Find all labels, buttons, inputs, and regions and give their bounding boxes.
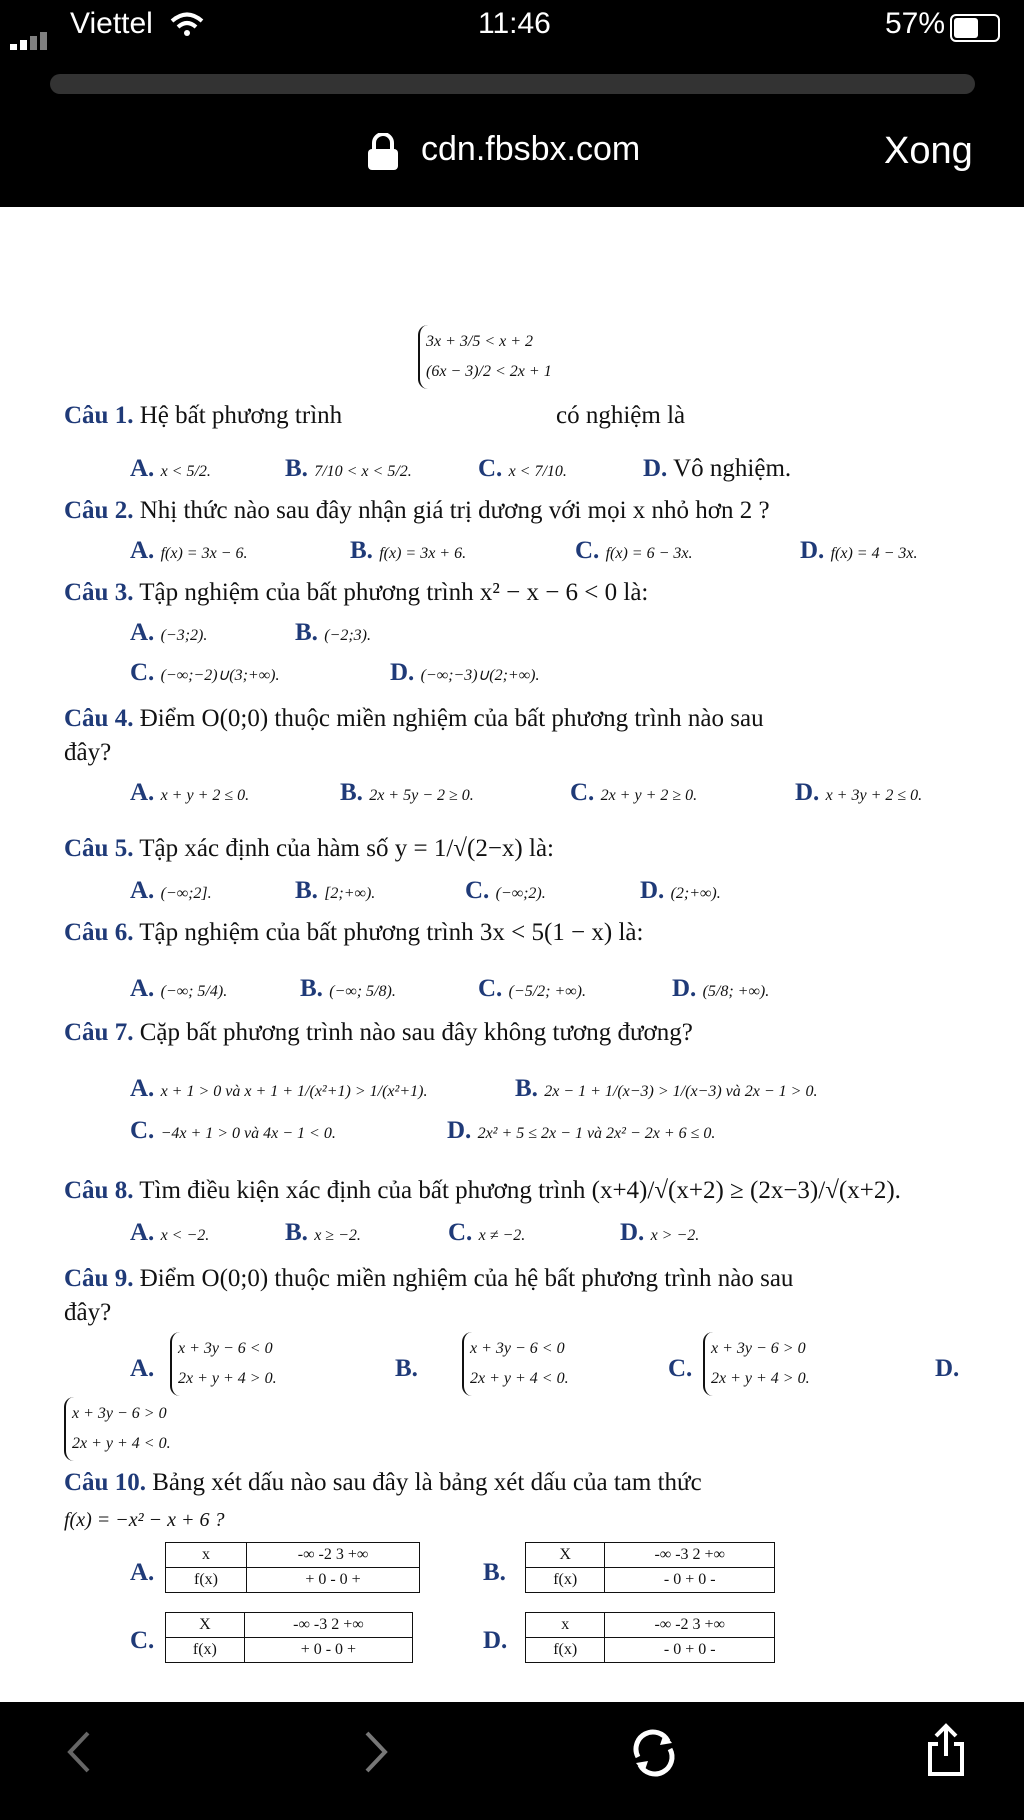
table-cell: f(x) xyxy=(166,1638,245,1663)
q3-option-c[interactable]: C. (−∞;−2)∪(3;+∞). xyxy=(130,659,280,686)
q6-option-c[interactable]: C. (−5/2; +∞). xyxy=(478,975,586,1002)
sign-table-d xyxy=(525,1612,775,1663)
q7-option-b[interactable]: B. 2x − 1 + 1/(x−3) > 1/(x−3) và 2x − 1 > 0. xyxy=(515,1075,818,1102)
q2-option-a[interactable]: A. f(x) = 3x − 6. xyxy=(130,537,248,564)
q9-option-c[interactable]: C. xyxy=(668,1355,693,1382)
q1-option-c[interactable]: C. x < 7/10. xyxy=(478,455,567,482)
q1-option-b[interactable]: B. 7/10 < x < 5/2. xyxy=(285,455,412,482)
question-10: Câu 10. Bảng xét dấu nào sau đây là bảng xét dấu của tam thức xyxy=(64,1469,702,1496)
q10-option-a[interactable]: A. xyxy=(130,1559,155,1586)
q1-option-d[interactable]: D. Vô nghiệm. xyxy=(643,455,792,482)
wifi-icon xyxy=(170,12,204,38)
table-cell: -∞ -2 3 +∞ xyxy=(247,1543,420,1568)
sign-table-c xyxy=(165,1612,413,1663)
sign-table-a xyxy=(165,1542,420,1593)
refresh-icon[interactable] xyxy=(628,1727,680,1779)
table-cell: f(x) xyxy=(526,1638,605,1663)
table-cell: -∞ -2 3 +∞ xyxy=(605,1613,775,1638)
q7-option-a[interactable]: A. x + 1 > 0 và x + 1 + 1/(x²+1) > 1/(x²+1). xyxy=(130,1075,428,1102)
q9-system-b: x + 3y − 6 < 0 2x + y + 4 < 0. xyxy=(462,1332,575,1396)
q7-option-c[interactable]: C. −4x + 1 > 0 và 4x − 1 < 0. xyxy=(130,1117,336,1144)
q8-option-d[interactable]: D. x > −2. xyxy=(620,1219,700,1246)
done-button[interactable]: Xong xyxy=(884,130,973,172)
q1-tail: có nghiệm là xyxy=(556,402,686,429)
question-5: Câu 5. Tập xác định của hàm số y = 1/√(2−x) là: xyxy=(64,835,554,862)
browser-toolbar xyxy=(0,50,1024,207)
q3-option-d[interactable]: D. (−∞;−3)∪(2;+∞). xyxy=(390,659,540,686)
q5-option-b[interactable]: B. [2;+∞). xyxy=(295,877,376,904)
q8-option-b[interactable]: B. x ≥ −2. xyxy=(285,1219,361,1246)
q6-option-a[interactable]: A. (−∞; 5/4). xyxy=(130,975,228,1002)
browser-bottom-bar xyxy=(0,1702,1024,1820)
progress-bar xyxy=(50,74,975,94)
battery-icon xyxy=(950,14,1000,42)
sign-table-b xyxy=(525,1542,775,1593)
table-cell: X xyxy=(166,1613,245,1638)
q3-option-a[interactable]: A. (−3;2). xyxy=(130,619,208,646)
back-icon[interactable] xyxy=(60,1727,100,1777)
q8-option-a[interactable]: A. x < −2. xyxy=(130,1219,210,1246)
table-cell: - 0 + 0 - xyxy=(605,1638,775,1663)
share-icon[interactable] xyxy=(924,1722,968,1778)
q10-option-b[interactable]: B. xyxy=(483,1559,506,1586)
question-3: Câu 3. Tập nghiệm của bất phương trình x² − x − 6 < 0 là: xyxy=(64,579,649,606)
question-1: Câu 1. Hệ bất phương trình xyxy=(64,402,343,429)
carrier-label: Viettel xyxy=(70,7,153,40)
q9-system-d: x + 3y − 6 > 0 2x + y + 4 < 0. xyxy=(64,1397,177,1461)
table-cell: -∞ -3 2 +∞ xyxy=(605,1543,775,1568)
q6-option-d[interactable]: D. (5/8; +∞). xyxy=(672,975,770,1002)
q10-option-d[interactable]: D. xyxy=(483,1627,508,1654)
q4-option-c[interactable]: C. 2x + y + 2 ≥ 0. xyxy=(570,779,698,806)
q2-option-d[interactable]: D. f(x) = 4 − 3x. xyxy=(800,537,918,564)
q1-option-a[interactable]: A. x < 5/2. xyxy=(130,455,211,482)
document-page xyxy=(0,207,1024,1702)
question-4: Câu 4. Điểm O(0;0) thuộc miền nghiệm của bất phương trình nào sau xyxy=(64,705,764,732)
q10-option-c[interactable]: C. xyxy=(130,1627,155,1654)
q4-option-d[interactable]: D. x + 3y + 2 ≤ 0. xyxy=(795,779,923,806)
q9-system-a: x + 3y − 6 < 0 2x + y + 4 > 0. xyxy=(170,1332,283,1396)
q4-option-a[interactable]: A. x + y + 2 ≤ 0. xyxy=(130,779,250,806)
question-7: Câu 7. Cặp bất phương trình nào sau đây không tương đương? xyxy=(64,1019,693,1046)
q8-option-c[interactable]: C. x ≠ −2. xyxy=(448,1219,526,1246)
q7-option-d[interactable]: D. 2x² + 5 ≤ 2x − 1 và 2x² − 2x + 6 ≤ 0. xyxy=(447,1117,716,1144)
table-cell: + 0 - 0 + xyxy=(247,1568,420,1593)
q5-option-a[interactable]: A. (−∞;2]. xyxy=(130,877,212,904)
signal-icon xyxy=(10,18,50,52)
q2-option-c[interactable]: C. f(x) = 6 − 3x. xyxy=(575,537,693,564)
q9-option-b[interactable]: B. xyxy=(395,1355,418,1382)
table-cell: f(x) xyxy=(166,1568,247,1593)
question-2: Câu 2. Nhị thức nào sau đây nhận giá trị dương với mọi x nhỏ hơn 2 ? xyxy=(64,497,770,524)
q3-option-b[interactable]: B. (−2;3). xyxy=(295,619,371,646)
table-cell: -∞ -3 2 +∞ xyxy=(244,1613,412,1638)
table-cell: f(x) xyxy=(526,1568,605,1593)
question-9: Câu 9. Điểm O(0;0) thuộc miền nghiệm của hệ bất phương trình nào sau xyxy=(64,1265,794,1292)
q9-system-c: x + 3y − 6 > 0 2x + y + 4 > 0. xyxy=(703,1332,816,1396)
q6-option-b[interactable]: B. (−∞; 5/8). xyxy=(300,975,396,1002)
table-cell: - 0 + 0 - xyxy=(605,1568,775,1593)
q9-option-d[interactable]: D. xyxy=(935,1355,960,1382)
table-cell: X xyxy=(526,1543,605,1568)
q2-option-b[interactable]: B. f(x) = 3x + 6. xyxy=(350,537,467,564)
q4-option-b[interactable]: B. 2x + 5y − 2 ≥ 0. xyxy=(340,779,474,806)
question-10-cont: f(x) = −x² − x + 6 ? xyxy=(64,1509,225,1531)
q5-option-c[interactable]: C. (−∞;2). xyxy=(465,877,546,904)
table-cell: x xyxy=(166,1543,247,1568)
question-8: Câu 8. Tìm điều kiện xác định của bất phương trình (x+4)/√(x+2) ≥ (2x−3)/√(x+2). xyxy=(64,1177,901,1204)
battery-percent: 57% xyxy=(885,7,946,40)
question-9-cont: đây? xyxy=(64,1299,112,1326)
forward-icon[interactable] xyxy=(355,1727,395,1777)
clock: 11:46 xyxy=(478,7,551,40)
question-6: Câu 6. Tập nghiệm của bất phương trình 3x < 5(1 − x) là: xyxy=(64,919,644,946)
status-bar xyxy=(0,0,1024,50)
table-cell: + 0 - 0 + xyxy=(244,1638,412,1663)
question-4-cont: đây? xyxy=(64,739,112,766)
q1-system: 3x + 3/5 < x + 2 (6x − 3)/2 < 2x + 1 xyxy=(418,325,558,389)
table-cell: x xyxy=(526,1613,605,1638)
q5-option-d[interactable]: D. (2;+∞). xyxy=(640,877,721,904)
url-label[interactable]: cdn.fbsbx.com xyxy=(421,130,641,168)
q9-option-a[interactable]: A. xyxy=(130,1355,155,1382)
